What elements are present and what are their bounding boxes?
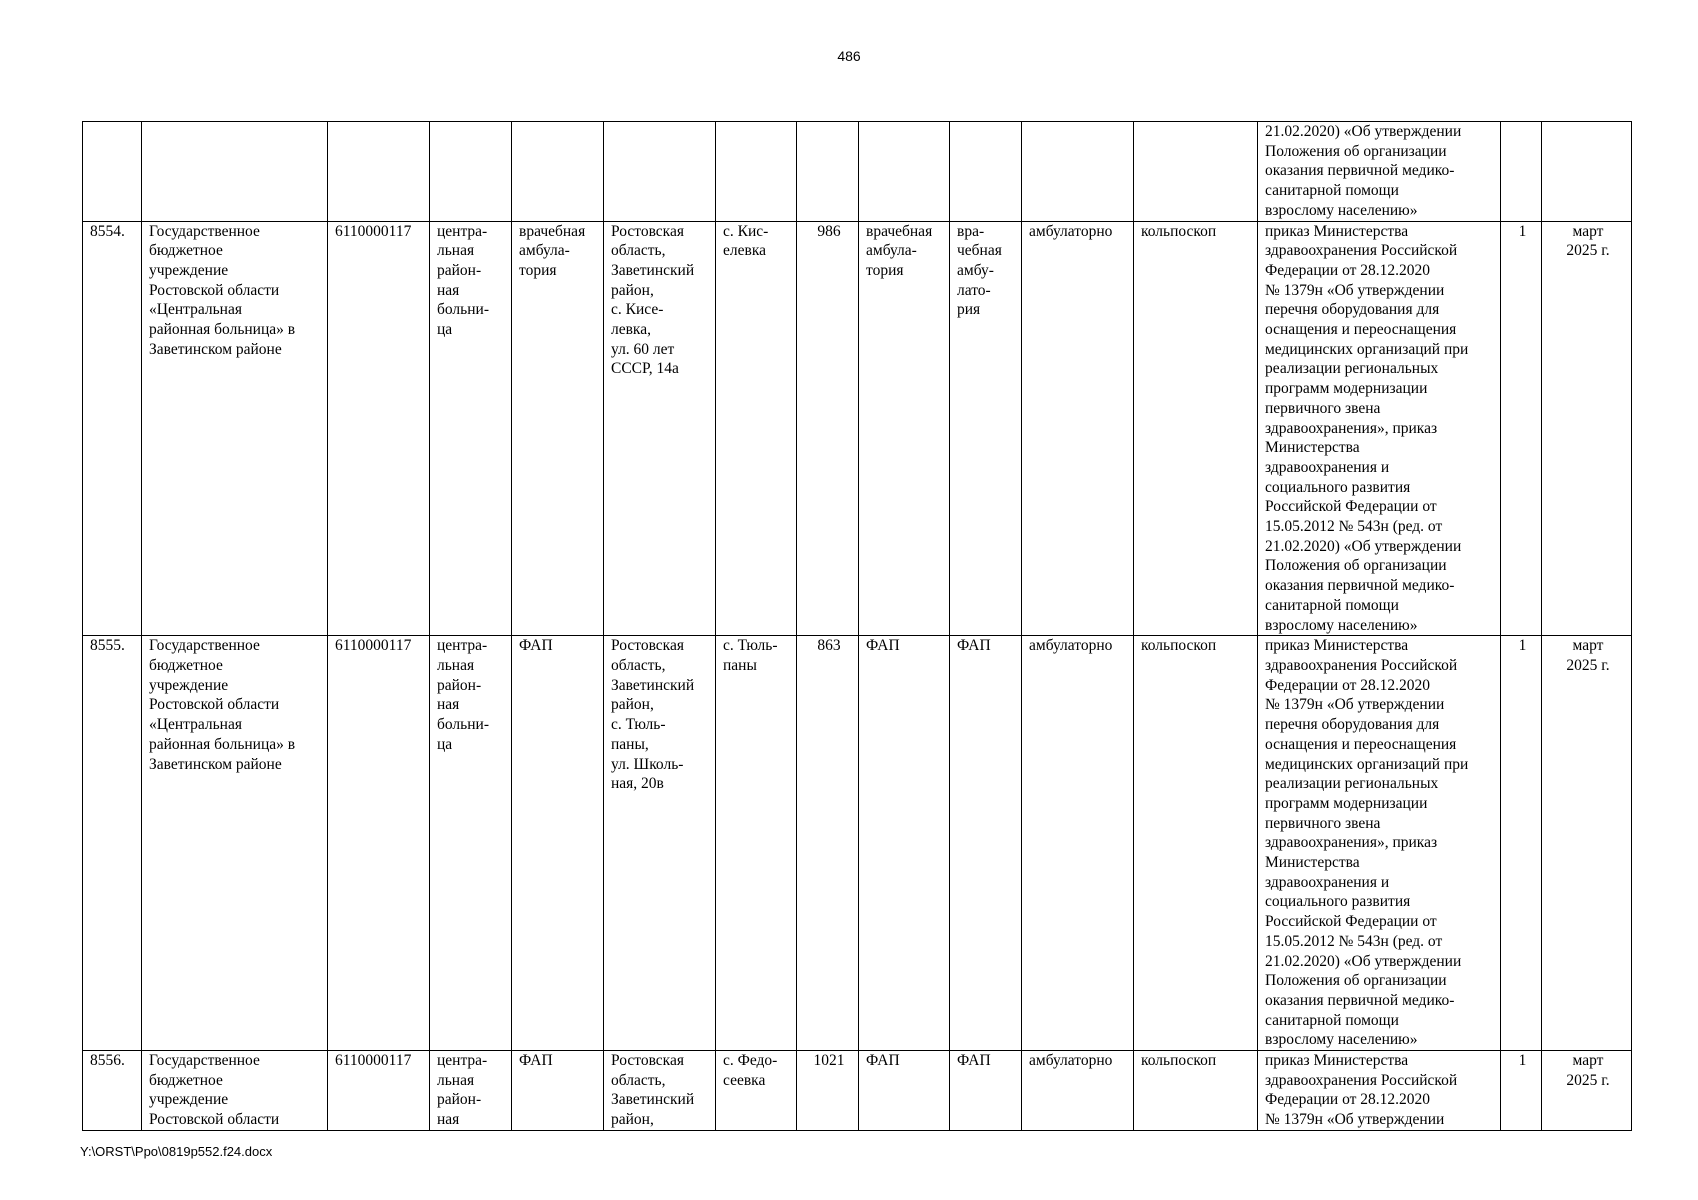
cell-population: 986	[797, 221, 859, 636]
unit-type-2-text: ФАП	[866, 637, 900, 655]
cell-unit-type	[512, 1051, 604, 1131]
cell-normative-act	[1258, 122, 1501, 222]
cell-ogrn	[328, 122, 430, 222]
cell-org-type	[430, 1051, 512, 1131]
settlement-text: с. Федо- сеевка	[723, 1052, 778, 1089]
organization-text: Государственное бюджетное учреждение Ростовской области «Центральная районная больница» в Заветинском районе	[149, 222, 296, 358]
cell-unit-type-2	[859, 122, 950, 222]
unit-type-text: врачебная амбула- тория	[519, 222, 586, 279]
cell-unit-type-3	[950, 221, 1022, 636]
normative-act-text: приказ Министерства здравоохранения Российской Федерации от 28.12.2020 № 1379н «Об утверждении перечня оборудования для оснащения и переоснащения медицинских организаций при реализации региональных программ модернизации первичного звена здравоохранения», приказ Министерства здравоохранения и социального развития Российской Федерации от 15.05.2012 № 543н (ред. от 21.02.2020) «Об утверждении Положения об организации оказания первичной медико- санитарной помощи взрослому населению»	[1265, 222, 1469, 634]
cell-unit-type-2	[859, 1051, 950, 1131]
unit-type-3-text: ФАП	[957, 637, 991, 655]
date-text: март 2025 г.	[1566, 222, 1610, 260]
cell-settlement	[716, 122, 797, 222]
cell-date	[1542, 122, 1632, 222]
cell-date	[1542, 636, 1632, 1051]
unit-type-2-text: врачебная амбула- тория	[866, 222, 933, 279]
cell-unit-type-3	[950, 122, 1022, 222]
cell-organization	[142, 122, 328, 222]
cell-quantity: 1	[1501, 221, 1542, 636]
cell-num	[83, 122, 142, 222]
cell-population: 1021	[797, 1051, 859, 1131]
cell-care-form: амбулаторно	[1022, 221, 1134, 636]
cell-normative-act	[1258, 1051, 1501, 1131]
cell-org-type	[430, 636, 512, 1051]
cell-normative-act	[1258, 221, 1501, 636]
cell-unit-type-3	[950, 636, 1022, 1051]
address-text: Ростовская область, Заветинский район, с. Кисе- левка, ул. 60 лет СССР, 14а	[611, 222, 695, 378]
cell-quantity: 1	[1501, 1051, 1542, 1131]
cell-organization	[142, 1051, 328, 1131]
cell-care-form: амбулаторно	[1022, 636, 1134, 1051]
equipment-table	[82, 121, 1632, 1131]
cell-settlement	[716, 1051, 797, 1131]
cell-ogrn: 6110000117	[328, 221, 430, 636]
cell-population	[797, 122, 859, 222]
cell-population: 863	[797, 636, 859, 1051]
org-type-text: центра- льная район- ная больни- ца	[437, 222, 489, 339]
cell-address	[604, 636, 716, 1051]
cell-equipment	[1134, 122, 1258, 222]
unit-type-text: ФАП	[519, 1052, 553, 1070]
address-text: Ростовская область, Заветинский район, с. Тюль- паны, ул. Школь- ная, 20в	[611, 637, 695, 793]
unit-type-3-text: ФАП	[957, 1052, 991, 1070]
cell-unit-type	[512, 122, 604, 222]
cell-equipment: кольпоскоп	[1134, 1051, 1258, 1131]
cell-unit-type	[512, 221, 604, 636]
cell-quantity: 1	[1501, 636, 1542, 1051]
cell-address	[604, 122, 716, 222]
cell-unit-type	[512, 636, 604, 1051]
org-type-text: центра- льная район- ная	[437, 1052, 488, 1129]
settlement-text: с. Тюль- паны	[723, 637, 778, 674]
date-text: март 2025 г.	[1566, 1052, 1610, 1089]
settlement-text: с. Кис- елевка	[723, 222, 769, 260]
cell-organization	[142, 221, 328, 636]
cell-unit-type-2	[859, 636, 950, 1051]
cell-address	[604, 221, 716, 636]
cell-unit-type-3	[950, 1051, 1022, 1131]
cell-care-form: амбулаторно	[1022, 1051, 1134, 1131]
normative-act-text: приказ Министерства здравоохранения Российской Федерации от 28.12.2020 № 1379н «Об утверждении	[1265, 1052, 1458, 1129]
unit-type-text: ФАП	[519, 637, 553, 655]
cell-equipment: кольпоскоп	[1134, 636, 1258, 1051]
cell-address	[604, 1051, 716, 1131]
organization-text: Государственное бюджетное учреждение Ростовской области	[149, 1052, 280, 1129]
cell-org-type	[430, 221, 512, 636]
footer-file-path: Y:\ORST\Ppo\0819p552.f24.docx	[80, 1144, 273, 1159]
cell-ogrn: 6110000117	[328, 1051, 430, 1131]
table-row	[83, 1051, 1632, 1131]
table-row	[83, 221, 1632, 636]
cell-organization	[142, 636, 328, 1051]
cell-quantity	[1501, 122, 1542, 222]
org-type-text: центра- льная район- ная больни- ца	[437, 637, 489, 753]
cell-ogrn: 6110000117	[328, 636, 430, 1051]
normative-act-text: 21.02.2020) «Об утверждении Положения об организации оказания первичной медико- санитарной помощи взрослому населению»	[1265, 123, 1462, 219]
unit-type-3-text: вра- чебная амбу- лато- рия	[957, 222, 1002, 319]
cell-date	[1542, 1051, 1632, 1131]
date-text: март 2025 г.	[1566, 637, 1610, 674]
cell-settlement	[716, 636, 797, 1051]
cell-date	[1542, 221, 1632, 636]
unit-type-2-text: ФАП	[866, 1052, 900, 1070]
table-row	[83, 636, 1632, 1051]
cell-equipment: кольпоскоп	[1134, 221, 1258, 636]
address-text: Ростовская область, Заветинский район,	[611, 1052, 695, 1129]
cell-care-form	[1022, 122, 1134, 222]
cell-settlement	[716, 221, 797, 636]
cell-unit-type-2	[859, 221, 950, 636]
cell-num: 8556.	[83, 1051, 142, 1131]
cell-normative-act	[1258, 636, 1501, 1051]
cell-org-type	[430, 122, 512, 222]
organization-text: Государственное бюджетное учреждение Ростовской области «Центральная районная больница» в Заветинском районе	[149, 637, 296, 773]
normative-act-text: приказ Министерства здравоохранения Российской Федерации от 28.12.2020 № 1379н «Об утверждении перечня оборудования для оснащения и переоснащения медицинских организаций при реализации региональных программ модернизации первичного звена здравоохранения», приказ Министерства здравоохранения и социального развития Российской Федерации от 15.05.2012 № 543н (ред. от 21.02.2020) «Об утверждении Положения об организации оказания первичной медико- санитарной помощи взрослому населению»	[1265, 637, 1469, 1049]
cell-num: 8555.	[83, 636, 142, 1051]
cell-num: 8554.	[83, 221, 142, 636]
table-row-continuation	[83, 122, 1632, 222]
page-number: 486	[837, 48, 861, 64]
